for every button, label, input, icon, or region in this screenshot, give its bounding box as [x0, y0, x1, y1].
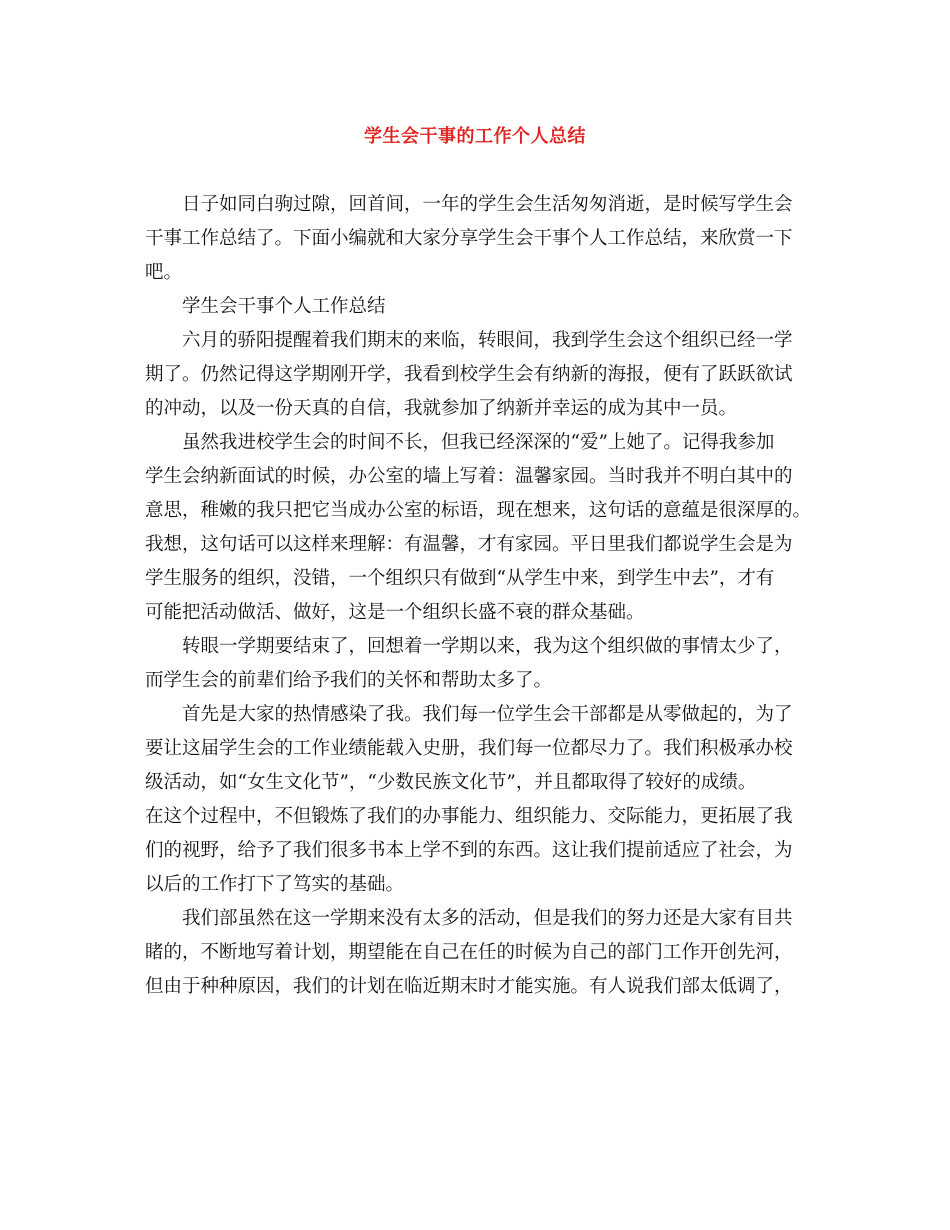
text-line: 虽然我进校学生会的时间不长，但我已经深深的“爱”上她了。记得我参加 [182, 432, 775, 453]
text-line: 但由于种种原因，我们的计划在临近期末时才能实施。有人说我们部太低调了， [145, 976, 793, 997]
text-line: 学生会纳新面试的时候，办公室的墙上写着：温馨家园。当时我并不明白其中的 [145, 466, 793, 487]
text-line: 首先是大家的热情感染了我。我们每一位学生会干部都是从零做起的，为了 [182, 704, 793, 725]
text-line: 以后的工作打下了笃实的基础。 [145, 874, 405, 895]
text-line: 我想，这句话可以这样来理解：有温馨，才有家园。平日里我们都说学生会是为 [145, 534, 793, 555]
text-line: 转眼一学期要结束了，回想着一学期以来，我为这个组织做的事情太少了， [182, 636, 793, 657]
text-line: 我们部虽然在这一学期来没有太多的活动，但是我们的努力还是大家有目共 [182, 908, 793, 929]
text-line: 六月的骄阳提醒着我们期末的来临，转眼间，我到学生会这个组织已经一学 [182, 330, 793, 351]
text-line: 要让这届学生会的工作业绩能载入史册，我们每一位都尽力了。我们积极承办校 [145, 738, 793, 759]
text-line: 学生会干事个人工作总结 [182, 296, 386, 317]
text-line: 而学生会的前辈们给予我们的关怀和帮助太多了。 [145, 670, 553, 691]
text-line: 睹的，不断地写着计划，期望能在自己在任的时候为自己的部门工作开创先河， [145, 942, 793, 963]
text-line: 可能把活动做活、做好，这是一个组织长盛不衰的群众基础。 [145, 602, 645, 623]
text-line: 干事工作总结了。下面小编就和大家分享学生会干事个人工作总结，来欣赏一下 [145, 228, 793, 249]
text-line: 日子如同白驹过隙，回首间，一年的学生会生活匆匆消逝，是时候写学生会 [182, 194, 793, 215]
text-line: 级活动，如“女生文化节”，“少数民族文化节”，并且都取得了较好的成绩。 [145, 772, 757, 793]
text-line: 意思，稚嫩的我只把它当成办公室的标语，现在想来，这句话的意蕴是很深厚的。 [145, 500, 812, 521]
text-line: 期了。仍然记得这学期刚开学，我看到校学生会有纳新的海报，便有了跃跃欲试 [145, 364, 793, 385]
document-title: 学生会干事的工作个人总结 [364, 126, 586, 147]
text-line: 的冲动，以及一份天真的自信，我就参加了纳新并幸运的成为其中一员。 [145, 398, 738, 419]
text-line: 们的视野，给予了我们很多书本上学不到的东西。这让我们提前适应了社会，为 [145, 840, 793, 861]
text-line: 学生服务的组织，没错，一个组织只有做到“从学生中来，到学生中去”，才有 [145, 568, 775, 589]
text-line: 吧。 [145, 262, 183, 283]
text-line: 在这个过程中，不但锻炼了我们的办事能力、组织能力、交际能力，更拓展了我 [145, 806, 793, 827]
document-body [145, 188, 812, 1004]
